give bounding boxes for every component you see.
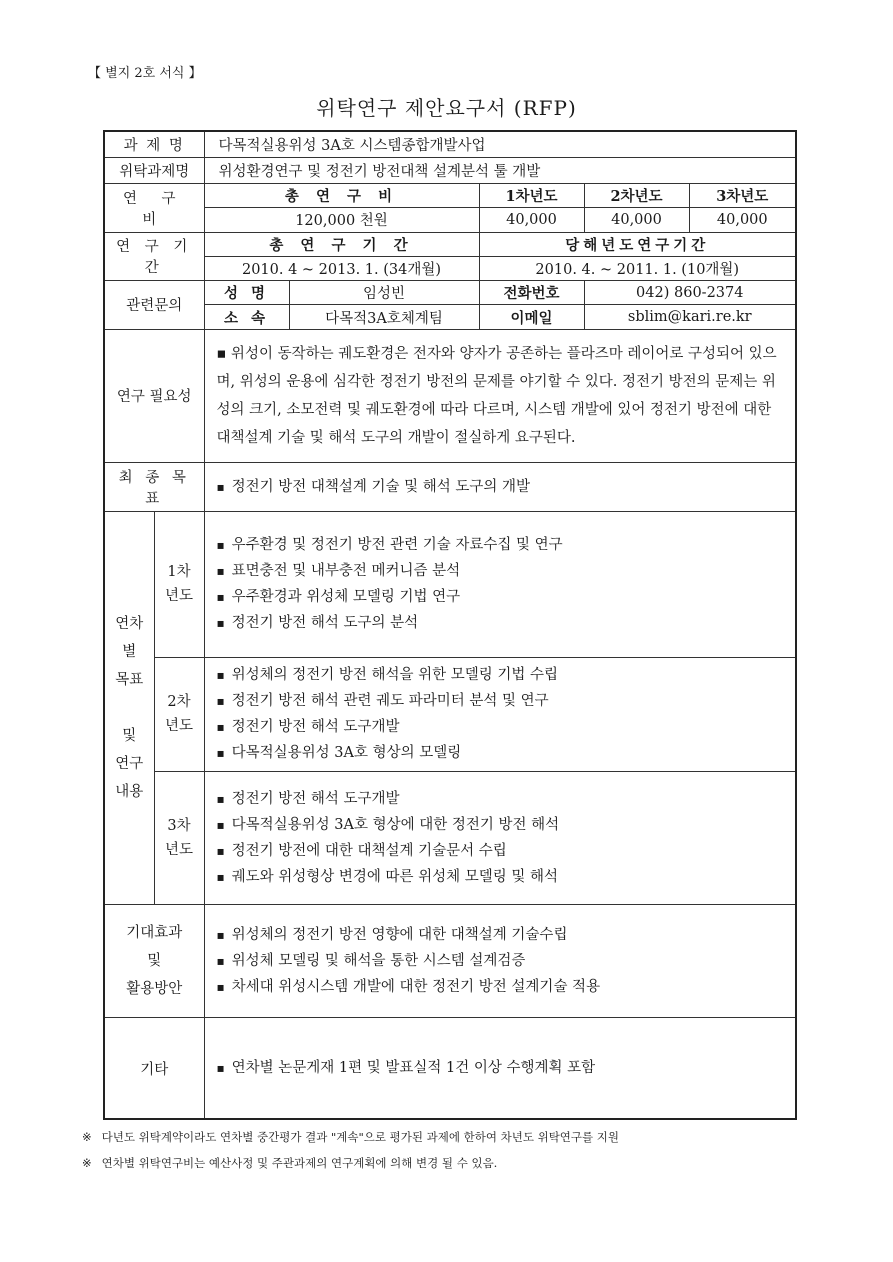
- final-goal-row: [104, 463, 796, 512]
- expected-label-line: 및: [147, 953, 162, 970]
- period-label: 연 구 기 간: [104, 232, 204, 281]
- yearly-goals-label-line: 목표: [115, 671, 144, 688]
- project-name-label: 과 제 명: [104, 131, 204, 157]
- contact-dept-value: 다목적3A호체계팀: [289, 305, 479, 329]
- document-title: 위탁연구 제안요구서 (RFP): [316, 96, 577, 120]
- budget-year3-header: 3차년도: [689, 184, 796, 208]
- period-header-row: [104, 232, 796, 256]
- yearly-goals-label-spacer: [111, 694, 148, 722]
- year2-goals-cell: [204, 658, 796, 771]
- etc-item: ▪ 연차별 논문게재 1편 및 발표실적 1건 이상 수행계획 포함: [217, 1055, 790, 1081]
- budget-year3-value: 40,000: [689, 208, 796, 232]
- year1-goals-list: [211, 532, 790, 636]
- yearly-goals-label-line: 연차별: [115, 615, 144, 660]
- contact-dept-label: 소 속: [204, 305, 289, 329]
- task-name-row: [104, 157, 796, 183]
- year3-label-line: 3차: [167, 817, 191, 834]
- year2-goal-item: ▪ 정전기 방전 해석 도구개발: [217, 714, 790, 740]
- yearly-goals-label: [104, 511, 154, 904]
- year1-goal-item: ▪ 우주환경과 위성체 모델링 기법 연구: [217, 584, 790, 610]
- year2-label: [154, 658, 204, 771]
- budget-year2-header: 2차년도: [584, 184, 689, 208]
- year1-label: [154, 511, 204, 658]
- budget-value-row: [104, 208, 796, 232]
- year1-goal-item: ▪ 정전기 방전 해석 도구의 분석: [217, 610, 790, 636]
- contact-name-value: 임성빈: [289, 281, 479, 305]
- year2-goal-item: ▪ 정전기 방전 해석 관련 궤도 파라미터 분석 및 연구: [217, 688, 790, 714]
- rfp-table: [103, 130, 797, 1120]
- budget-total-header: 총 연 구 비: [204, 184, 479, 208]
- year2-label-line: 2차: [167, 694, 191, 711]
- expected-label: [104, 905, 204, 1018]
- contact-label: 관련문의: [104, 281, 204, 330]
- year3-goals-list: [211, 786, 790, 890]
- contact-row-1: [104, 281, 796, 305]
- final-goal-label: 최 종 목 표: [104, 463, 204, 512]
- budget-year2-value: 40,000: [584, 208, 689, 232]
- expected-row: [104, 905, 796, 1018]
- year2-goal-item: ▪ 위성체의 정전기 방전 해석을 위한 모델링 기법 수립: [217, 662, 790, 688]
- year2-label-line: 년도: [164, 718, 193, 735]
- year1-row: [104, 511, 796, 658]
- budget-year1-header: 1차년도: [479, 184, 584, 208]
- final-goal-cell: [204, 463, 796, 512]
- budget-header-row: [104, 184, 796, 208]
- year2-row: [104, 658, 796, 771]
- year1-goals-cell: [204, 511, 796, 658]
- period-value-row: [104, 256, 796, 280]
- expected-item: ▪ 위성체 모델링 및 해석을 통한 시스템 설계검증: [217, 948, 790, 974]
- project-name-value: 다목적실용위성 3A호 시스템종합개발사업: [204, 131, 796, 157]
- final-goal-list: [211, 474, 790, 500]
- contact-phone-value: 042) 860-2374: [584, 281, 796, 305]
- year3-goal-item: ▪ 정전기 방전에 대한 대책설계 기술문서 수립: [217, 838, 790, 864]
- contact-row-2: [104, 305, 796, 329]
- footnote: ※ 연차별 위탁연구비는 예산사정 및 주관과제의 연구계획에 의해 변경 될 수 있음.: [82, 1150, 619, 1176]
- task-name-label: 위탁과제명: [104, 157, 204, 183]
- expected-item: ▪ 차세대 위성시스템 개발에 대한 정전기 방전 설계기술 적용: [217, 974, 790, 1000]
- contact-email-label: 이메일: [479, 305, 584, 329]
- expected-label-line: 기대효과: [126, 925, 183, 942]
- final-goal-item: ▪ 정전기 방전 대책설계 기술 및 해석 도구의 개발: [217, 474, 790, 500]
- expected-label-line: 활용방안: [126, 981, 183, 998]
- form-number-label: 【 별지 2호 서식 】: [88, 66, 202, 81]
- year3-goal-item: ▪ 궤도와 위성형상 변경에 따른 위성체 모델링 및 해석: [217, 864, 790, 890]
- etc-list: [211, 1055, 790, 1081]
- year1-goal-item: ▪ 표면충전 및 내부충전 메커니즘 분석: [217, 558, 790, 584]
- year2-goals-list: [211, 662, 790, 766]
- year3-label: [154, 771, 204, 904]
- period-total-value: 2010. 4 ~ 2013. 1. (34개월): [204, 256, 479, 280]
- footnote: ※ 다년도 위탁계약이라도 연차별 중간평가 결과 "계속"으로 평가된 과제에 한하여 차년도 위탁연구를 지원: [82, 1124, 619, 1150]
- yearly-goals-label-line: 연구: [115, 755, 144, 772]
- year3-goal-item: ▪ 정전기 방전 해석 도구개발: [217, 786, 790, 812]
- year1-label-line: 1차: [167, 564, 191, 581]
- period-current-header: 당해년도연구기간: [479, 232, 796, 256]
- year3-goal-item: ▪ 다목적실용위성 3A호 형상에 대한 정전기 방전 해석: [217, 812, 790, 838]
- etc-cell: [204, 1018, 796, 1119]
- necessity-row: [104, 329, 796, 462]
- necessity-label: 연구 필요성: [104, 329, 204, 462]
- year3-goals-cell: [204, 771, 796, 904]
- year3-label-line: 년도: [164, 841, 193, 858]
- expected-item: ▪ 위성체의 정전기 방전 영향에 대한 대책설계 기술수립: [217, 922, 790, 948]
- project-name-row: [104, 131, 796, 157]
- etc-row: [104, 1018, 796, 1119]
- contact-email-value: sblim@kari.re.kr: [584, 305, 796, 329]
- year1-goal-item: ▪ 우주환경 및 정전기 방전 관련 기술 자료수집 및 연구: [217, 532, 790, 558]
- budget-label: 연 구 비: [104, 184, 204, 233]
- contact-phone-label: 전화번호: [479, 281, 584, 305]
- year3-row: [104, 771, 796, 904]
- expected-cell: [204, 905, 796, 1018]
- task-name-value: 위성환경연구 및 정전기 방전대책 설계분석 툴 개발: [204, 157, 796, 183]
- year1-label-line: 년도: [164, 588, 193, 605]
- period-total-header: 총 연 구 기 간: [204, 232, 479, 256]
- period-current-value: 2010. 4. ~ 2011. 1. (10개월): [479, 256, 796, 280]
- budget-year1-value: 40,000: [479, 208, 584, 232]
- yearly-goals-label-line: 및: [122, 727, 137, 744]
- etc-label: 기타: [104, 1018, 204, 1119]
- footnotes: [82, 1124, 619, 1176]
- yearly-goals-label-line: 내용: [115, 783, 144, 800]
- expected-list: [211, 922, 790, 1000]
- year2-goal-item: ▪ 다목적실용위성 3A호 형상의 모델링: [217, 740, 790, 766]
- necessity-text: ▪ 위성이 동작하는 궤도환경은 전자와 양자가 공존하는 플라즈마 레이어로 구성되어 있으며, 위성의 운용에 심각한 정전기 방전의 문제를 야기할 수 있다. 정전기 방전의 문제는 위성의 크기, 소모전력 및 궤도환경에 따라 다르며, 시스템 개발에 있어 정전기 방전에 대한 대책설계 기술 및 해석 도구의 개발이 절실하게 요구된다.: [204, 329, 796, 462]
- budget-total-value: 120,000 천원: [204, 208, 479, 232]
- contact-name-label: 성 명: [204, 281, 289, 305]
